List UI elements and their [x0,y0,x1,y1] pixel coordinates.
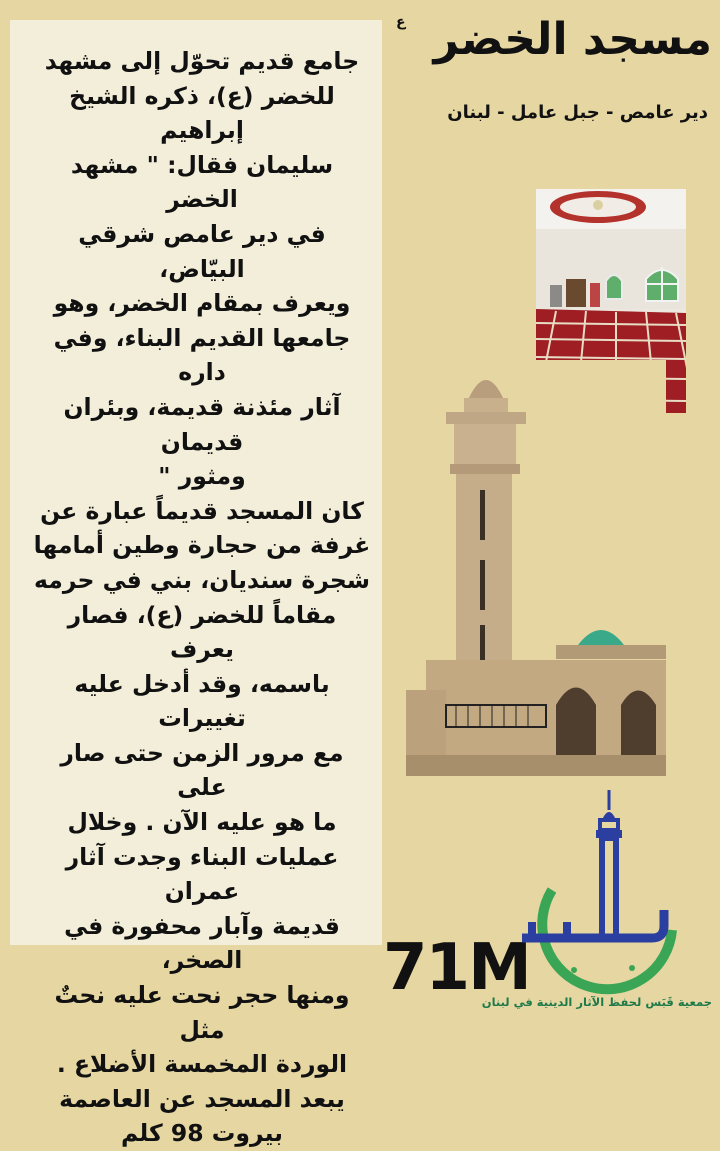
minaret-illustration [406,360,666,776]
article-line: في دير عامص شرقي البيّاض، [78,219,326,283]
article-line: سليمان فقال: " مشهد الخضر [70,150,334,214]
article-body [32,44,372,1151]
association-logo [512,790,697,1000]
article-line: مع مرور الزمن حتى صار على [60,738,344,802]
article-line: غرفة من حجارة وطين أمامها [33,531,371,560]
article-line: آثار مئذنة قديمة، وبئران قديمان [63,392,341,456]
article-line: ويعرف بمقام الخضر، وهو [53,289,351,318]
article-line: للخضر (ع)، ذكره الشيخ إبراهيم [69,81,335,145]
article-line: ومثور " [158,462,246,491]
article-line: ومنها حجر نحت عليه نحتٌ مثل [54,981,350,1044]
article-line: الوردة المخمسة الأضلاع . [56,1050,348,1079]
article-line: ما هو عليه الآن . وخلال [67,808,337,837]
reference-code: 71M [383,931,530,1005]
article-line: يبعد المسجد عن العاصمة [59,1084,345,1113]
article-panel [10,20,382,1148]
article-line: جامع قديم تحوّل إلى مشهد [44,47,360,75]
association-name: جمعية قَبَس لحفظ الآثار الدينية في لبنان [481,995,712,1009]
article-line: كان المسجد قديماً عبارة عن [40,496,364,525]
article-line: عمليات البناء وجدت آثار عمران [65,842,339,906]
title-honorific: ع [396,14,406,30]
article-line: مقاماً للخضر (ع)، فصار يعرف [67,600,337,664]
article-line: قديمة وآبار محفورة في الصخر، [64,911,340,975]
article-line: شجرة سنديان، بني في حرمه [34,565,370,594]
article-line: باسمه، وقد أدخل عليه تغييرات [74,669,330,733]
location-subtitle: دير عامص - جبل عامل - لبنان [447,102,708,123]
qabas-logo-mark [512,790,697,1000]
article-line: بيروت 98 كلم [120,1119,284,1148]
mosque-exterior-photo [406,360,666,776]
page-title: مسجد الخضر [433,14,712,65]
article-line: جامعها القديم البناء، وفي داره [53,323,351,387]
